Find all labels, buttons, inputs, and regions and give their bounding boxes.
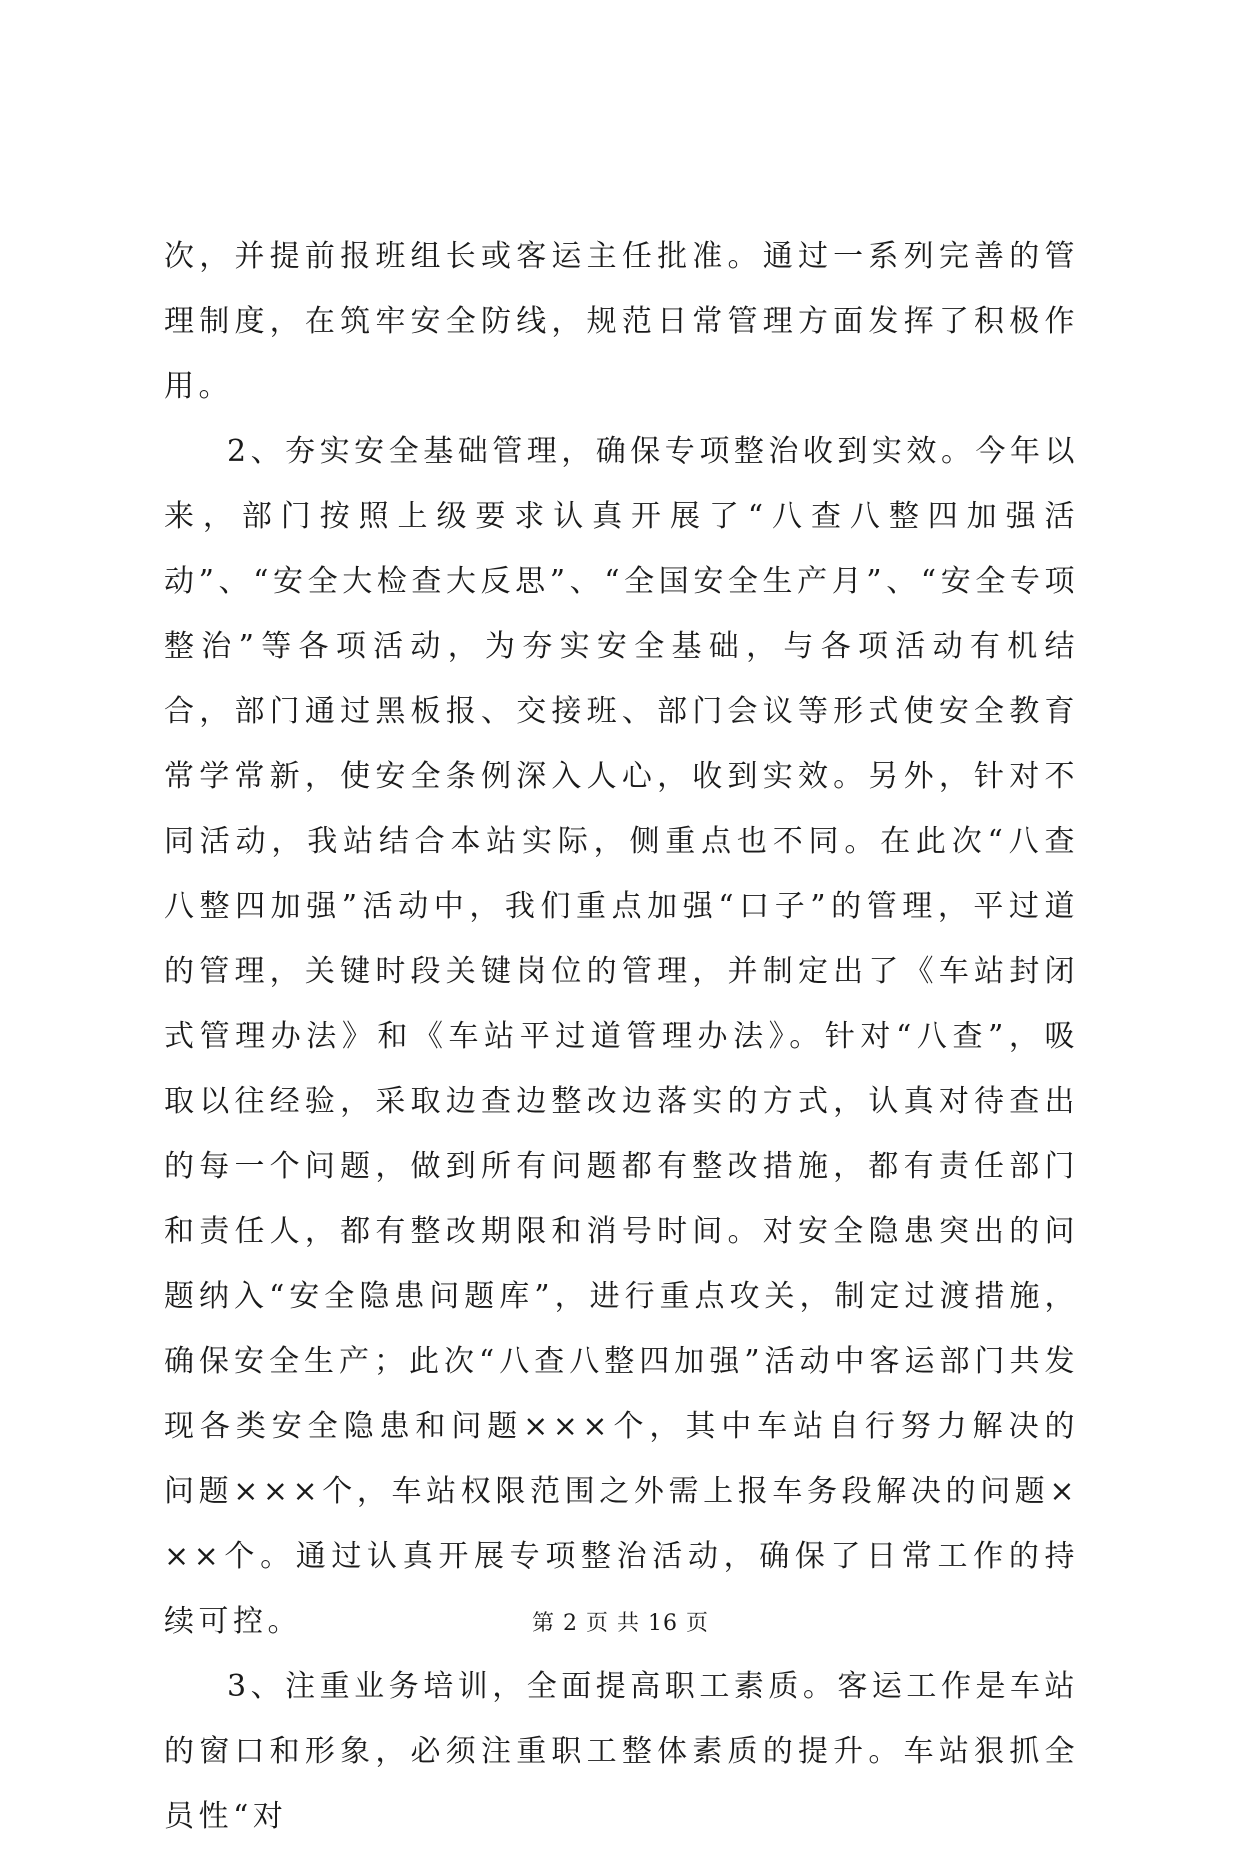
paragraph-safety-management: 2、夯实安全基础管理，确保专项整治收到实效。今年以来，部门按照上级要求认真开展了“八查八整四加强活动”、“安全大检查大反思”、“全国安全生产月”、“安全专项整治”等各项活动，为夯实安全基础，与各项活动有机结合，部门通过黑板报、交接班、部门会议等形式使安全教育常学常新，使安全条例深入人心，收到实效。另外，针对不同活动，我站结合本站实际，侧重点也不同。在此次“八查八整四加强”活动中，我们重点加强“口子”的管理，平过道的管理，关键时段关键岗位的管理，并制定出了《车站封闭式管理办法》和《车站平过道管理办法》。针对“八查”，吸取以往经验，采取边查边整改边落实的方式，认真对待查出的每一个问题，做到所有问题都有整改措施，都有责任部门和责任人，都有整改期限和消号时间。对安全隐患突出的问题纳入“安全隐患问题库”，进行重点攻关，制定过渡措施，确保安全生产；此次“八查八整四加强”活动中客运部门共发现各类安全隐患和问题×××个，其中车站自行努力解决的问题×××个，车站权限范围之外需上报车务段解决的问题×××个。通过认真开展专项整治活动，确保了日常工作的持续可控。: [164, 434, 1079, 1639]
page-number-footer: 第 2 页 共 16 页: [532, 1611, 709, 1636]
paragraph-continuation: 次，并提前报班组长或客运主任批准。通过一系列完善的管理制度，在筑牢安全防线，规范日常管理方面发挥了积极作用。: [164, 239, 1079, 404]
paragraph-training: 3、注重业务培训，全面提高职工素质。客运工作是车站的窗口和形象，必须注重职工整体素质的提升。车站狠抓全员性“对: [164, 1669, 1079, 1834]
